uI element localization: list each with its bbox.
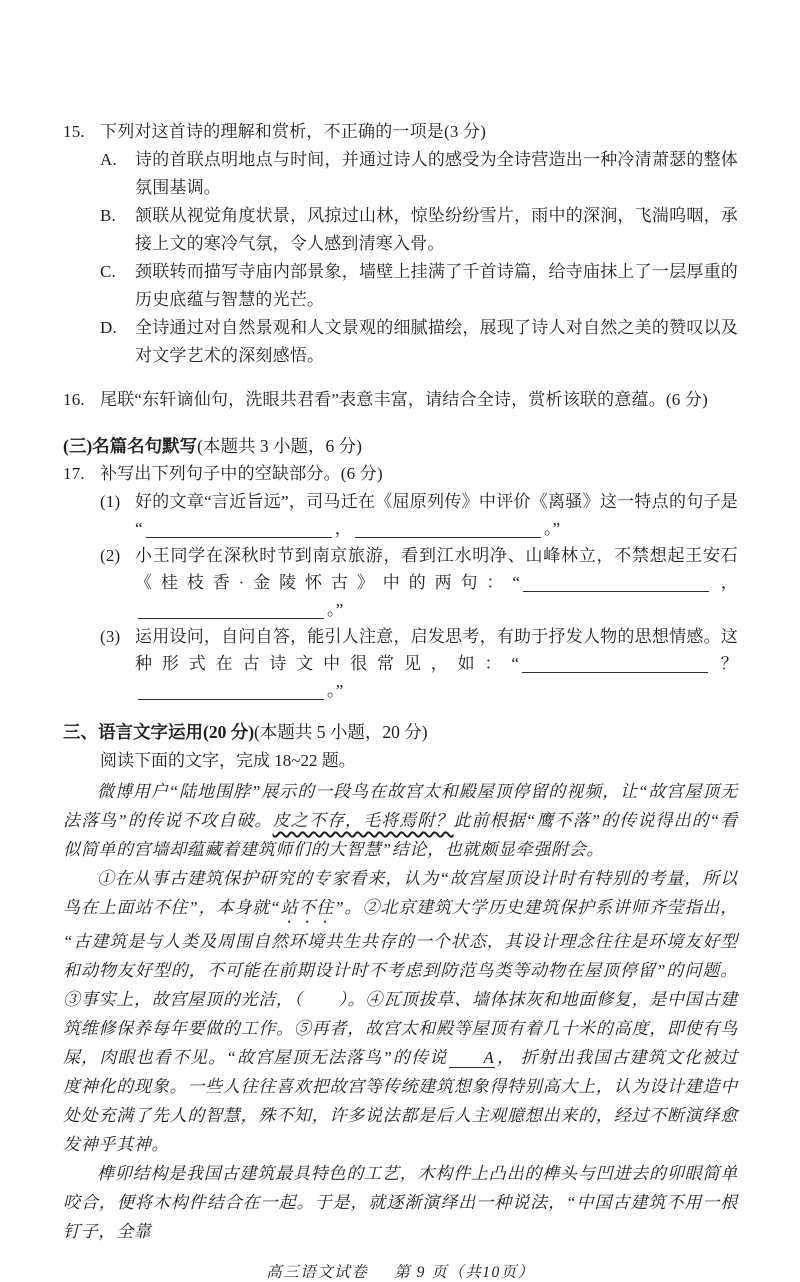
item-separator: ， <box>334 519 352 538</box>
q17-item-1 <box>63 488 738 542</box>
option-d <box>63 314 738 370</box>
item-separator: ？ <box>711 654 739 673</box>
item-label: (1) <box>100 492 121 511</box>
passage-text: ， 折射出我国古建筑文化被过度神化的现象。一些人往往喜欢把故宫等传统建筑想象得特别高大上，认为设计建造中处处充满了先人的智慧，殊不知，许多说法都是后人主观臆想出来的，经过不断演绎愈发神乎其神。 <box>63 1048 738 1154</box>
q17-item-2 <box>63 542 738 623</box>
option-text: 颈联转而描写寺庙内部景象，墙壁上挂满了千首诗篇，给寺庙抹上了一层厚重的历史底蕴与智慧的光芒。 <box>135 262 738 309</box>
wavy-underline-text: 皮之不存，毛将焉附？ <box>272 811 454 830</box>
option-text: 诗的首联点明地点与时间，并通过诗人的感受为全诗营造出一种冷清萧瑟的整体氛围基调。 <box>135 150 738 197</box>
option-a <box>63 146 738 202</box>
item-separator: ， <box>712 573 739 592</box>
item-label: (3) <box>100 627 121 646</box>
question-number: 15. <box>63 122 85 141</box>
question-16 <box>63 386 738 414</box>
passage-paragraph-1 <box>63 777 738 864</box>
question-15-stem-row <box>63 118 738 146</box>
answer-blank <box>138 602 324 619</box>
section-header-title: 三、语言文字运用(20 分) <box>63 722 255 742</box>
section-header-language-use <box>63 718 738 746</box>
q17-item-3 <box>63 623 738 704</box>
item-text <box>135 488 738 542</box>
question-15 <box>63 118 738 370</box>
question-17-stem-row <box>63 460 738 488</box>
answer-blank <box>523 575 709 592</box>
item-end: 。” <box>327 600 344 619</box>
passage-text: 微博用户“陆地围脖”展示的一段鸟在故宫太和殿屋顶停留的视频，让“故宫屋顶无法落鸟”的传说不攻自破。 <box>63 782 738 830</box>
passage-text: 此前根据“鹰不落”的传说得出的“看似简单的宫墙却蕴藏着建筑师们的大智慧”结论，也就颇显牵强附会。 <box>63 811 739 859</box>
passage-paragraph-2 <box>63 864 738 1159</box>
item-end: 。” <box>543 519 561 538</box>
reading-instruction: 阅读下面的文字，完成 18~22 题。 <box>100 751 356 770</box>
item-end: 。” <box>327 681 344 700</box>
question-stem: 尾联“东轩谪仙句，洗眼共君看”表意丰富，请结合全诗，赏析该联的意蕴。(6 分) <box>100 390 708 409</box>
item-label: (2) <box>100 546 121 565</box>
section-header-dictation <box>63 432 738 460</box>
footer-page-number: 第 9 页（共10页） <box>394 1264 535 1281</box>
passage-text: ①在从事古建筑保护研究的专家看来，认为“故宫屋顶设计时有特别的考量，所以鸟在上面站不住”，本身就“ <box>63 869 738 917</box>
footer-doc-title: 高三语文试卷 <box>266 1264 369 1281</box>
option-label: A. <box>100 150 117 169</box>
section-header-points: (本题共 5 小题，20 分) <box>254 722 428 742</box>
answer-blank <box>146 521 332 538</box>
option-label: B. <box>100 206 116 225</box>
option-text: 颔联从视觉角度状景，风掠过山林，惊坠纷纷雪片，雨中的深涧，飞湍呜咽，承接上文的寒冷气氛，令人感到清寒入骨。 <box>135 206 738 253</box>
question-17 <box>63 460 738 704</box>
item-text <box>135 623 738 704</box>
item-text <box>135 542 738 623</box>
question-stem: 下列对这首诗的理解和赏析，不正确的一项是(3 分) <box>100 122 487 141</box>
emphasis-dots-text: 站不住 <box>280 898 335 917</box>
answer-blank <box>522 656 708 673</box>
question-stem: 补写出下列句子中的空缺部分。(6 分) <box>100 464 383 483</box>
option-label: D. <box>100 318 117 337</box>
passage-text: ”。②北京建筑大学历史建筑保护系讲师齐莹指出，“古建筑是与人类及周围自然环境共生共存的一个状态，其设计理念往往是环境友好型和动物友好型的，不可能在前期设计时不考虑到防范鸟类等动物在屋顶停留”的问题。③事实上，故宫屋顶的光洁，（ ）。④瓦顶拔草、墙体抹灰和地面修复，是中国古建筑维修保养每年要做的工作。⑤再者，故宫太和殿等屋顶有着几十米的高度，即使有鸟屎，肉眼也看不见。“故宫屋顶无法落鸟”的传说 <box>63 898 738 1067</box>
option-text: 全诗通过对自然景观和人文景观的细腻描绘，展现了诗人对自然之美的赞叹以及对文学艺术的深刻感悟。 <box>135 318 738 365</box>
item-text-pre: 好的文章“言近旨远”，司马迁在《屈原列传》中评价《离骚》这一特点的句子是“ <box>135 492 738 538</box>
item-text-pre: 运用设问，自问自答，能引人注意，启发思考，有助于抒发人物的思想情感。这种形式在古诗文中很常见，如：“ <box>135 627 738 673</box>
item-text-pre: 小王同学在深秋时节到南京旅游，看到江水明净、山峰林立，不禁想起王安石 《桂枝香·金陵怀古》中的两句：“ <box>135 546 738 592</box>
section-header-title: (三)名篇名句默写 <box>63 436 198 456</box>
passage-paragraph-3: 榫卯结构是我国古建筑最具特色的工艺，木构件上凸出的榫头与凹进去的卯眼简单咬合，便将木构件结合在一起。于是，就逐渐演绎出一种说法，“中国古建筑不用一根钉子，全靠 <box>63 1164 738 1241</box>
option-b <box>63 202 738 258</box>
answer-blank <box>138 683 324 700</box>
option-label: C. <box>100 262 116 281</box>
section-header-points: (本题共 3 小题，6 分) <box>197 436 362 456</box>
answer-blank <box>355 521 541 538</box>
option-c <box>63 258 738 314</box>
page-footer <box>63 1260 738 1282</box>
question-number: 16. <box>63 390 85 409</box>
question-number: 17. <box>63 464 85 483</box>
blank-a: A <box>449 1049 494 1068</box>
